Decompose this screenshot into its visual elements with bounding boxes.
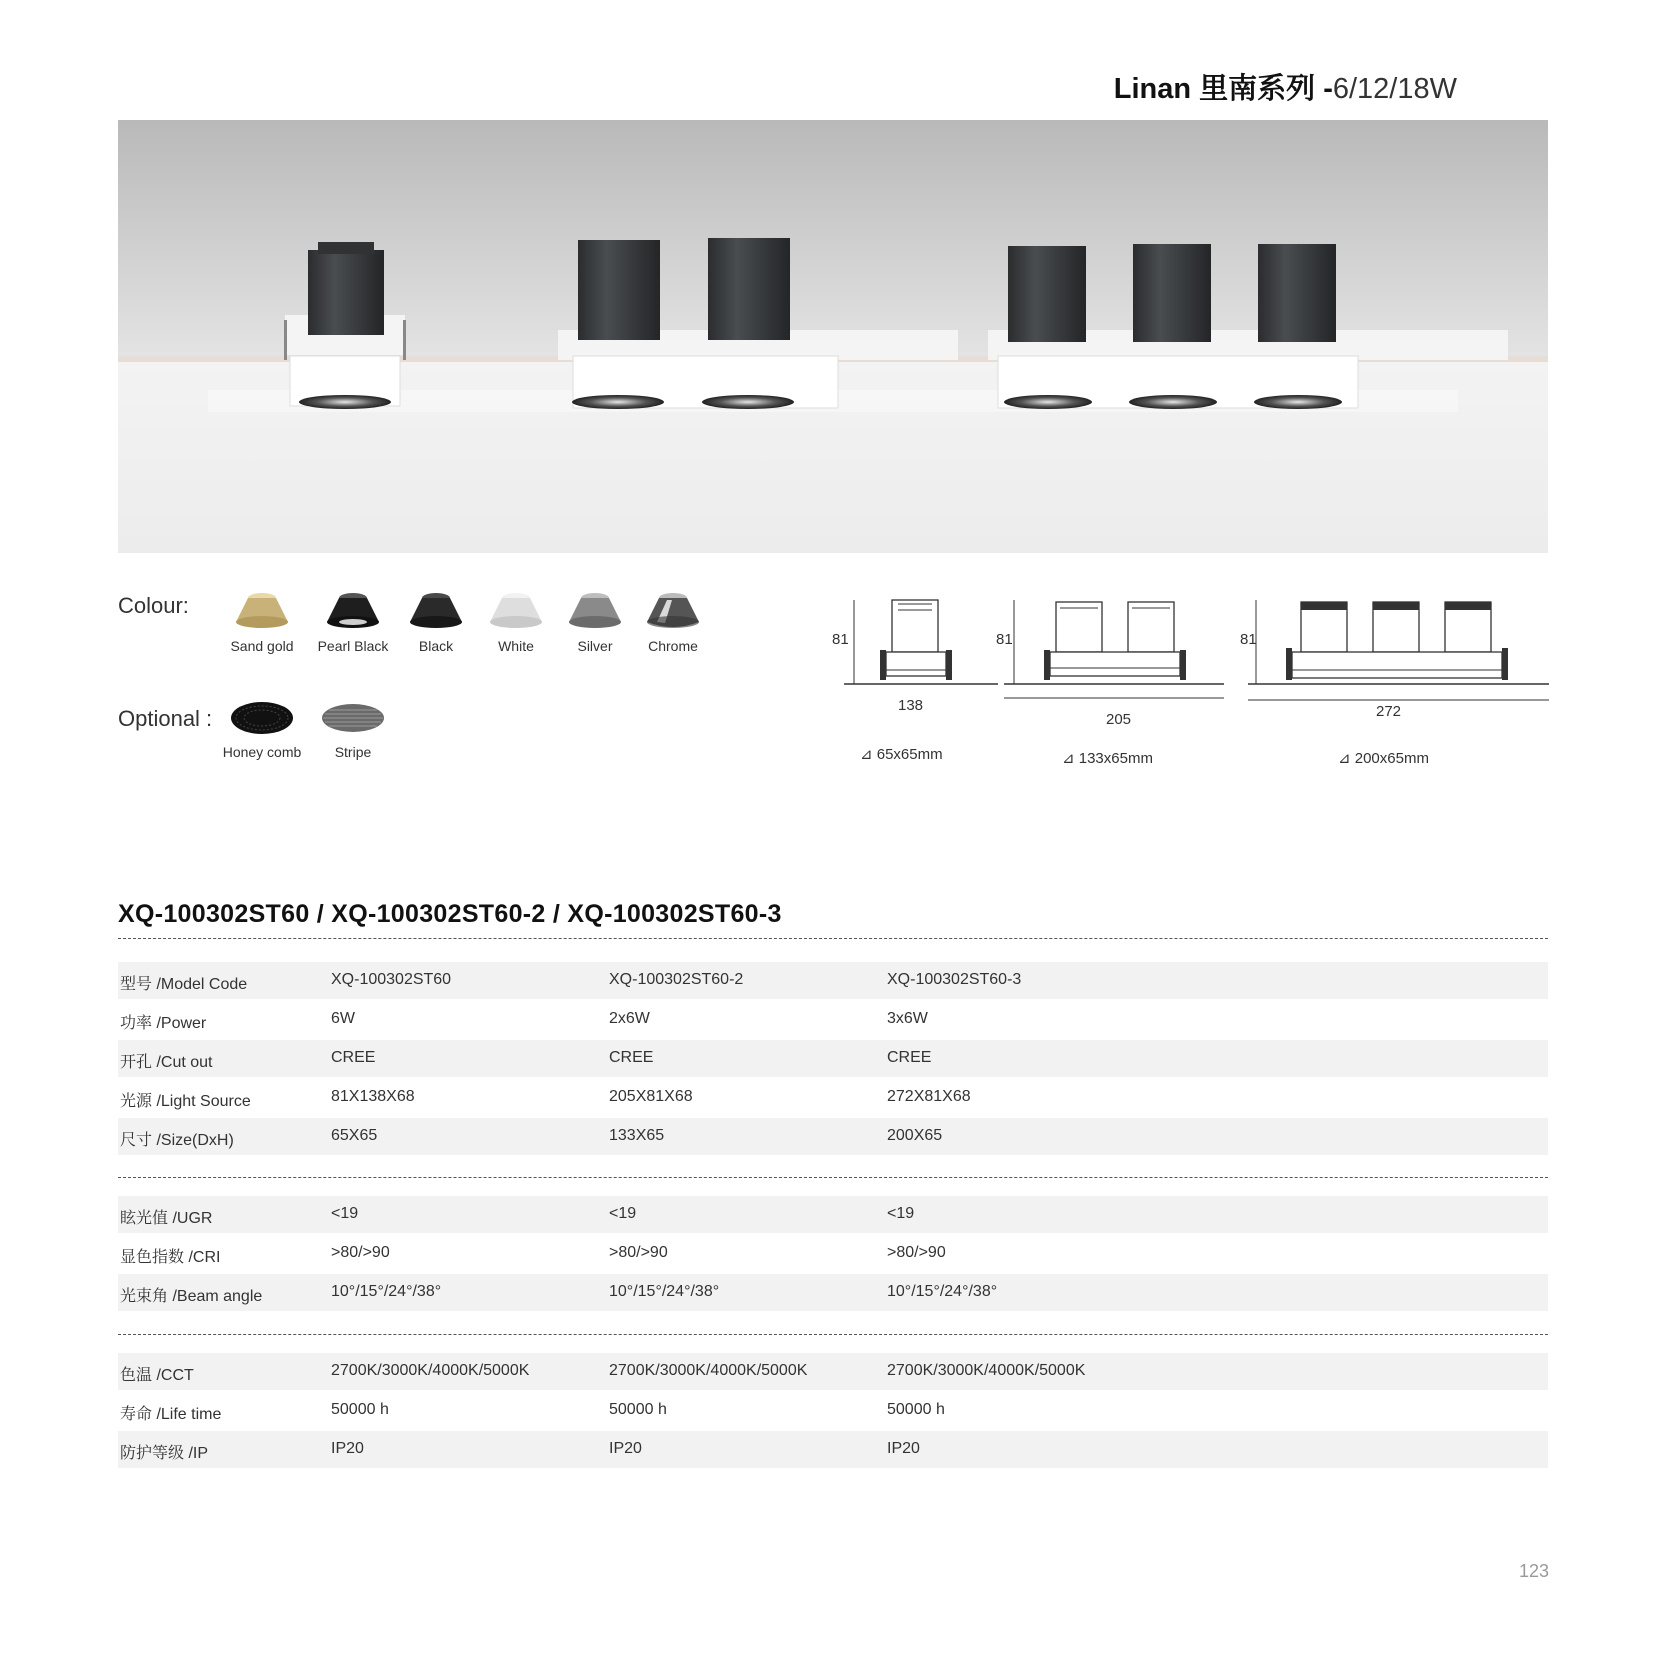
spec-value: 3x6W [887, 1010, 928, 1027]
dimension-height: 81 [1240, 631, 1257, 648]
spec-value: 10°/15°/24°/38° [609, 1283, 720, 1300]
spec-value: 50000 h [331, 1401, 389, 1418]
spec-value: CREE [887, 1049, 932, 1066]
spec-row-beam-angle [118, 1274, 1548, 1311]
spec-value: 133X65 [609, 1127, 665, 1144]
page-number: 123 [1518, 1561, 1549, 1581]
dimension-height: 81 [996, 631, 1013, 648]
colour-swatch-chrome[interactable] [633, 588, 713, 654]
spec-value: 200X65 [887, 1127, 943, 1144]
reflector-icon [488, 588, 544, 630]
cutout-size: ⊿ 133x65mm [1062, 750, 1153, 767]
cutout-icon: ⊿ [1062, 750, 1079, 767]
spec-row-size [118, 1118, 1548, 1155]
fixture-outline-icon [996, 590, 1226, 710]
colour-name: Black [418, 638, 454, 654]
spec-value: 10°/15°/24°/38° [331, 1283, 442, 1300]
spec-value: XQ-100302ST60-2 [609, 971, 744, 988]
spec-row-ugr [118, 1196, 1548, 1233]
option-name: Stripe [334, 744, 372, 760]
spec-value: <19 [609, 1205, 637, 1222]
spec-value: XQ-100302ST60-3 [887, 971, 1022, 988]
option-stripe[interactable] [313, 700, 393, 760]
spec-value: IP20 [331, 1440, 364, 1457]
honeycomb-icon [230, 700, 294, 736]
spec-label: 显色指数 /CRI [120, 1249, 221, 1266]
spec-value: >80/>90 [331, 1244, 390, 1261]
page-title [1114, 66, 1457, 107]
dimension-width: 272 [1376, 703, 1402, 720]
spec-label: 寿命 /Life time [120, 1406, 222, 1423]
spec-value: IP20 [609, 1440, 642, 1457]
section-divider [118, 1177, 1548, 1178]
colour-swatch-silver[interactable] [555, 588, 635, 654]
spec-value: 10°/15°/24°/38° [887, 1283, 998, 1300]
spec-row-model-code [118, 962, 1548, 999]
title-wattage: 6/12/18W [1332, 73, 1457, 105]
dimension-drawing-double [996, 590, 1226, 770]
colour-name: Pearl Black [317, 638, 389, 654]
reflector-icon [645, 588, 701, 630]
spec-label: 开孔 /Cut out [120, 1054, 213, 1071]
spec-value: 6W [331, 1010, 355, 1027]
fixture-outline-icon [1246, 590, 1551, 710]
cutout-icon: ⊿ [860, 746, 877, 763]
colour-name: Chrome [648, 638, 698, 654]
spec-value: <19 [331, 1205, 359, 1222]
cutout-size: ⊿ 65x65mm [860, 746, 943, 763]
product-hero-image [118, 120, 1548, 553]
spec-value: 272X81X68 [887, 1088, 971, 1105]
colour-label: Colour: [118, 593, 189, 618]
reflector-icon [567, 588, 623, 630]
spec-label: 眩光值 /UGR [120, 1210, 213, 1227]
cutout-icon: ⊿ [1338, 750, 1355, 767]
colour-name: White [498, 638, 534, 654]
dimension-width: 205 [1106, 711, 1132, 728]
option-name: Honey comb [222, 744, 302, 760]
spec-value: CREE [331, 1049, 376, 1066]
spec-value: 50000 h [887, 1401, 945, 1418]
spec-value: 2x6W [609, 1010, 650, 1027]
spec-row-ip [118, 1431, 1548, 1468]
dimension-height: 81 [832, 631, 849, 648]
spec-row-life-time [118, 1392, 1548, 1429]
section-divider [118, 938, 1548, 939]
spec-value: 65X65 [331, 1127, 378, 1144]
spec-label: 光束角 /Beam angle [120, 1288, 263, 1305]
section-divider [118, 1334, 1548, 1335]
spec-label: 色温 /CCT [120, 1367, 194, 1384]
spec-value: >80/>90 [887, 1244, 946, 1261]
spec-value: XQ-100302ST60 [331, 971, 452, 988]
spec-row-cct [118, 1353, 1548, 1390]
cutout-size: ⊿ 200x65mm [1338, 750, 1429, 767]
spec-value: CREE [609, 1049, 654, 1066]
models-heading: XQ-100302ST60 / XQ-100302ST60-2 / XQ-100302ST60-3 [118, 900, 782, 928]
dimension-drawing-triple [1240, 590, 1551, 770]
stripe-icon [321, 700, 385, 736]
spec-value: <19 [887, 1205, 915, 1222]
reflector-icon [408, 588, 464, 630]
spec-value: 50000 h [609, 1401, 667, 1418]
spec-row-cut-out [118, 1040, 1548, 1077]
spec-value: 2700K/3000K/4000K/5000K [887, 1362, 1086, 1379]
spec-value: 205X81X68 [609, 1088, 693, 1105]
spec-label: 尺寸 /Size(DxH) [120, 1132, 234, 1149]
spec-value: 2700K/3000K/4000K/5000K [609, 1362, 808, 1379]
spec-value: >80/>90 [609, 1244, 668, 1261]
spec-label: 型号 /Model Code [120, 976, 248, 993]
optional-label: Optional : [118, 706, 213, 731]
spec-label: 功率 /Power [120, 1015, 207, 1032]
colour-name: Sand gold [230, 638, 294, 654]
colour-swatch-sand-gold[interactable] [222, 588, 302, 654]
spec-label: 光源 /Light Source [120, 1093, 251, 1110]
option-honey-comb[interactable] [222, 700, 302, 760]
colour-swatch-white[interactable] [476, 588, 556, 654]
spec-value: IP20 [887, 1440, 920, 1457]
dimension-drawing-single [830, 590, 1000, 770]
colour-swatch-black[interactable] [396, 588, 476, 654]
spec-value: 2700K/3000K/4000K/5000K [331, 1362, 530, 1379]
dimension-width: 138 [898, 697, 924, 714]
spec-row-cri [118, 1235, 1548, 1272]
title-series: Linan 里南系列 - [1113, 73, 1333, 105]
spec-row-power [118, 1001, 1548, 1038]
spec-row-light-source [118, 1079, 1548, 1116]
spec-label: 防护等级 /IP [120, 1445, 209, 1462]
spec-value: 81X138X68 [331, 1088, 415, 1105]
reflector-icon [234, 588, 290, 630]
colour-swatch-pearl-black[interactable] [313, 588, 393, 654]
colour-name: Silver [577, 638, 613, 654]
fixture-outline-icon [830, 590, 1000, 710]
reflector-icon [325, 588, 381, 630]
